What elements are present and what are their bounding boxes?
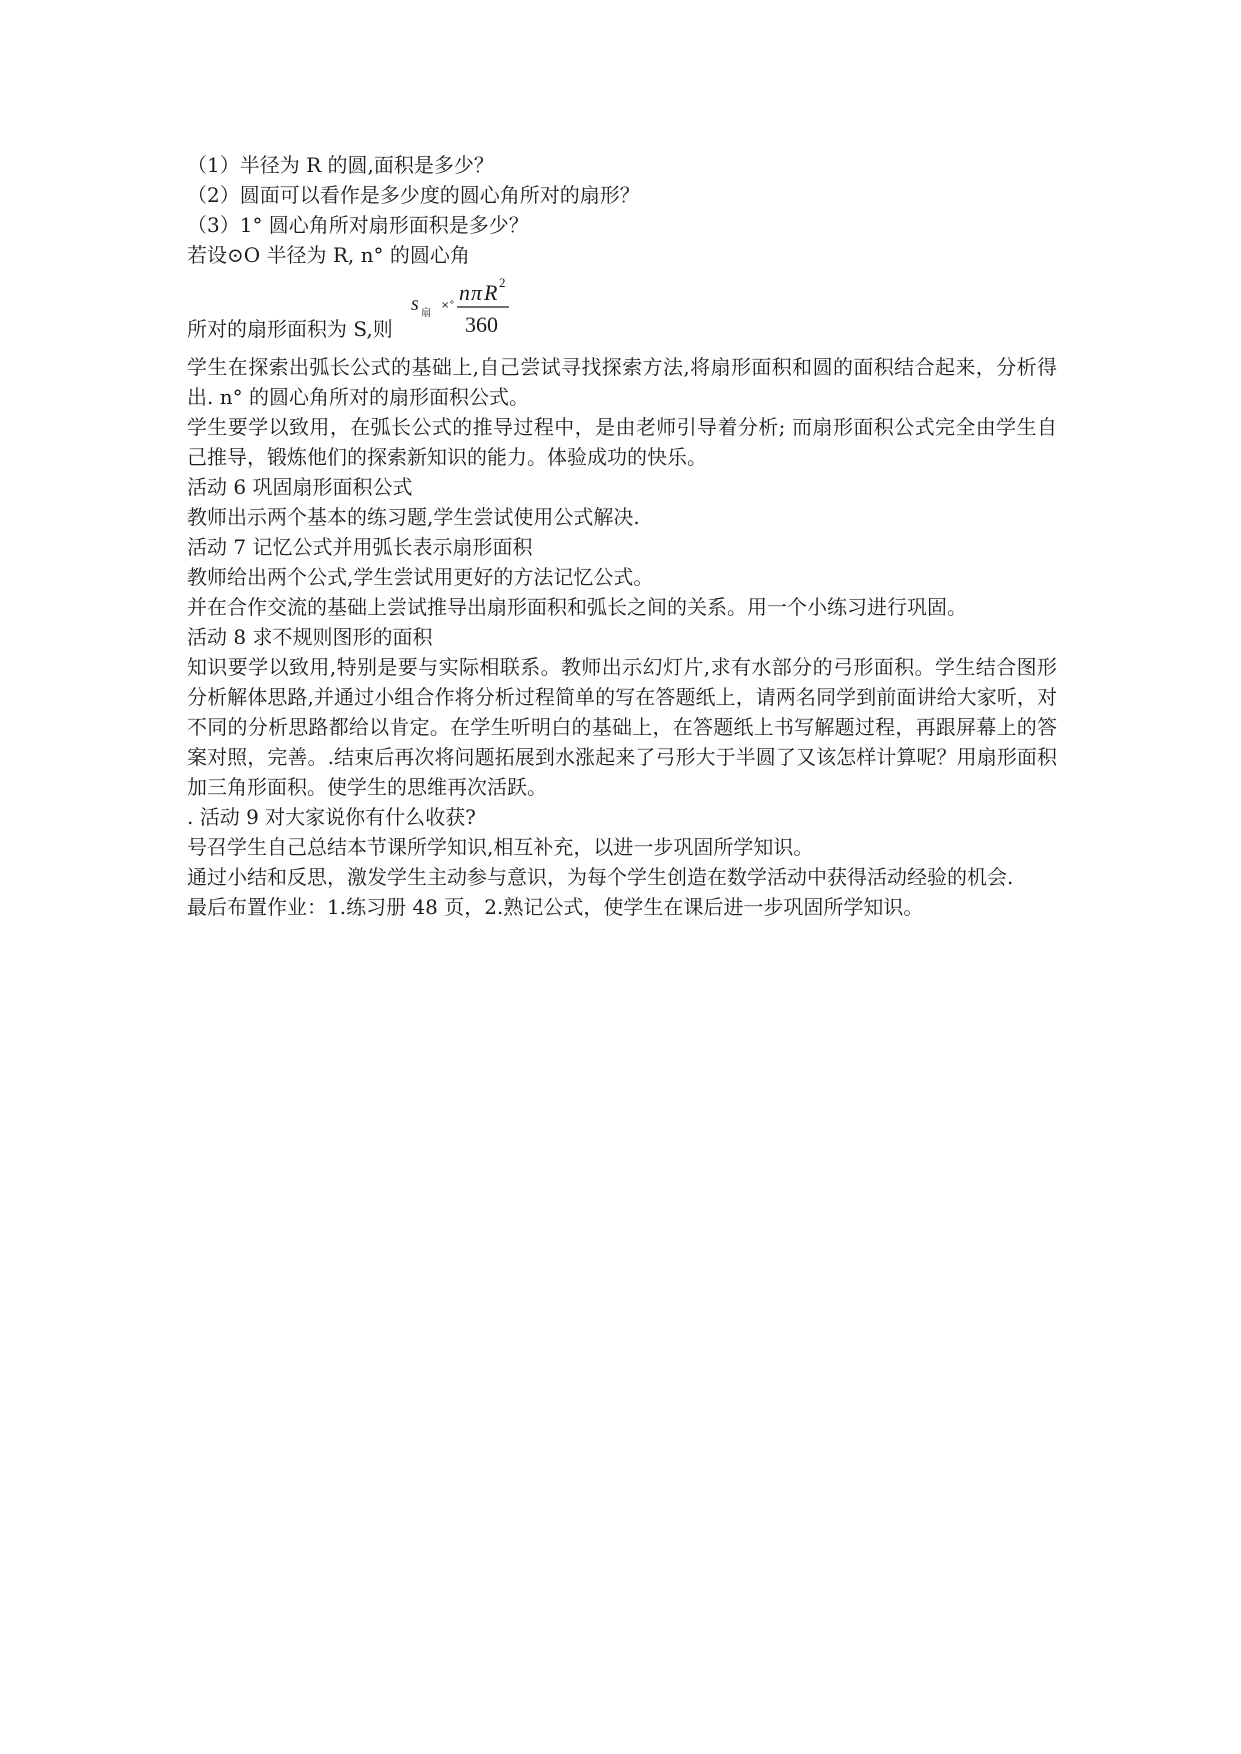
paragraph-derive: 学生要学以致用，在弧长公式的推导过程中，是由老师引导着分析; 而扇形面积公式完全由学生自己推导，锻炼他们的探索新知识的能力。体验成功的快乐。	[187, 415, 1057, 469]
paragraph-explore: 学生在探索出弧长公式的基础上,自己尝试寻找探索方法,将扇形面积和圆的面积结合起来，分析得出. n° 的圆心角所对的扇形面积公式。	[187, 355, 1057, 409]
activity-6-heading: 活动 6 巩固扇形面积公式	[187, 475, 413, 499]
formula-s-symbol: s	[411, 293, 419, 315]
homework-text: 最后布置作业：1.练习册 48 页，2.熟记公式，使学生在课后进一步巩固所学知识。	[187, 895, 924, 919]
activity-8-heading: 活动 8 求不规则图形的面积	[187, 625, 433, 649]
question-1: （1）半径为 R 的圆,面积是多少？	[187, 153, 494, 177]
document-body	[187, 150, 1057, 922]
formula-relation: ×°	[441, 300, 455, 311]
formula-numerator-r: R	[484, 280, 498, 305]
activity-9-text: 号召学生自己总结本节课所学知识,相互补充，以进一步巩固所学知识。	[187, 835, 814, 859]
formula-s-subscript: 扇	[421, 308, 431, 319]
activity-9-heading: . 活动 9 对大家说你有什么收获?	[187, 805, 476, 829]
formula-row	[187, 274, 1057, 344]
question-2: （2）圆面可以看作是多少度的圆心角所对的扇形？	[187, 183, 640, 207]
activity-6-text: 教师出示两个基本的练习题,学生尝试使用公式解决.	[187, 505, 640, 529]
setup-line: 若设⊙O 半径为 R, n° 的圆心角	[187, 243, 470, 267]
activity-7-text-2: 并在合作交流的基础上尝试推导出扇形面积和弧长之间的关系。用一个小练习进行巩固。	[187, 595, 967, 619]
formula-numerator-n: n	[459, 280, 470, 305]
formula-denominator: 360	[465, 312, 498, 337]
sector-area-formula	[409, 274, 519, 340]
formula-lead: 所对的扇形面积为 S,则	[187, 317, 393, 341]
activity-7-text: 教师给出两个公式,学生尝试用更好的方法记忆公式。	[187, 565, 654, 589]
activity-7-heading: 活动 7 记忆公式并用弧长表示扇形面积	[187, 535, 533, 559]
activity-8-text: 知识要学以致用,特别是要与实际相联系。教师出示幻灯片,求有水部分的弓形面积。学生结合图形分析解体思路,并通过小组合作将分析过程简单的写在答题纸上，请两名同学到前面讲给大家听，对不同的分析思路都给以肯定。在学生听明白的基础上，在答题纸上书写解题过程，再跟屏幕上的答案对照，完善。.结束后再次将问题拓展到水涨起来了弓形大于半圆了又该怎样计算呢？用扇形面积加三角形面积。使学生的思维再次活跃。	[187, 655, 1057, 799]
formula-numerator-pi: π	[471, 280, 483, 305]
question-3: （3）1° 圆心角所对扇形面积是多少？	[187, 213, 529, 237]
formula-exponent: 2	[499, 275, 506, 290]
reflection-text: 通过小结和反思，激发学生主动参与意识，为每个学生创造在数学活动中获得活动经验的机会.	[187, 865, 1014, 889]
